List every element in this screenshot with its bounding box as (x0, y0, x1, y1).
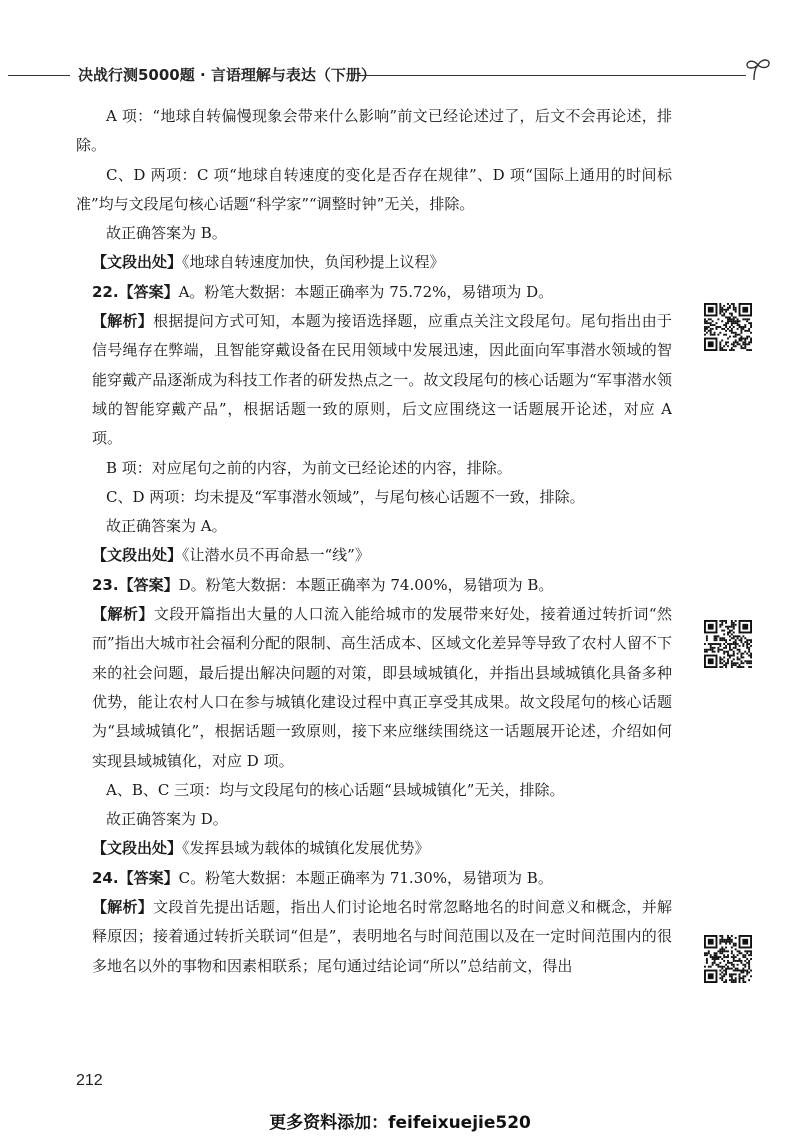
section-label: 【答案】 (118, 868, 179, 887)
labeled-paragraph (76, 307, 672, 453)
body-paragraph (76, 805, 672, 834)
book-title: 决战行测5000题 · 言语理解与表达（下册） (78, 66, 376, 84)
page-number: 212 (76, 1072, 103, 1089)
body-paragraph (76, 102, 672, 161)
paragraph-text: 故正确答案为 D。 (106, 810, 228, 829)
section-label: 【文段出处】 (92, 253, 183, 272)
paragraph-text: C、D 两项：C 项“地球自转速度的变化是否存在规律”、D 项“国际上通用的时间标准”均与文段尾句核心话题“科学家”“调整时钟”无关，排除。 (76, 165, 672, 213)
paragraph-text: 故正确答案为 A。 (106, 517, 227, 536)
paragraph-text: C、D 两项：均未提及“军事潜水领域”，与尾句核心话题不一致，排除。 (106, 487, 585, 506)
answer-line (76, 571, 672, 600)
labeled-paragraph (76, 248, 672, 277)
section-label: 【答案】 (118, 575, 179, 594)
paragraph-text: 故正确答案为 B。 (106, 224, 227, 243)
question-number: 23. (92, 575, 119, 594)
paragraph-text: 根据提问方式可知，本题为接语选择题，应重点关注文段尾句。尾句指出由于信号绳存在弊端，且智能穿戴设备在民用领域中发展迅速，因此面向军事潜水领域的智能穿戴产品逐渐成为科技工作者的研发热点之一。故文段尾句的核心话题为“军事潜水领域的智能穿戴产品”，根据话题一致的原则，后文应围绕这一话题展开论述，对应 A 项。 (92, 312, 672, 448)
sprout-icon (744, 56, 772, 82)
footer-watermark-text: 更多资料添加：feifeixuejie520 (269, 1113, 531, 1133)
body-paragraph (76, 161, 672, 220)
qr-code-icon[interactable] (704, 303, 752, 351)
paragraph-text: B 项：对应尾句之前的内容，为前文已经论述的内容，排除。 (106, 458, 512, 477)
question-number: 24. (92, 868, 119, 887)
qr-code-icon[interactable] (704, 935, 752, 983)
labeled-paragraph (76, 541, 672, 570)
header-rule-right (358, 75, 746, 76)
section-label: 【答案】 (118, 282, 179, 301)
paragraph-text: A。粉笔大数据：本题正确率为 75.72%，易错项为 D。 (178, 282, 554, 301)
body-paragraph (76, 776, 672, 805)
body-paragraph (76, 483, 672, 512)
paragraph-text: 《发挥县域为载体的城镇化发展优势》 (182, 839, 430, 858)
paragraph-text: A 项：“地球自转偏慢现象会带来什么影响”前文已经论述过了，后文不会再论述，排除。 (76, 107, 672, 155)
question-number: 22. (92, 282, 119, 301)
answer-line (76, 864, 672, 893)
paragraph-text: C。粉笔大数据：本题正确率为 71.30%，易错项为 B。 (178, 868, 553, 887)
body-paragraph (76, 219, 672, 248)
body-paragraph (76, 454, 672, 483)
page-body (76, 102, 672, 981)
paragraph-text: A、B、C 三项：均与文段尾句的核心话题“县域城镇化”无关，排除。 (106, 780, 565, 799)
labeled-paragraph (76, 600, 672, 776)
section-label: 【解析】 (92, 312, 154, 331)
paragraph-text: D。粉笔大数据：本题正确率为 74.00%，易错项为 B。 (178, 575, 554, 594)
section-label: 【文段出处】 (92, 839, 183, 858)
paragraph-text: 《让潜水员不再命悬一“线”》 (182, 546, 370, 565)
paragraph-text: 文段首先提出话题，指出人们讨论地名时常忽略地名的时间意义和概念，并解释原因；接着通过转折关联词“但是”，表明地名与时间范围以及在一定时间范围内的很多地名以外的事物和因素相联系；尾句通过结论词“所以”总结前文，得出 (92, 898, 672, 975)
section-label: 【文段出处】 (92, 546, 183, 565)
section-label: 【解析】 (92, 605, 154, 624)
section-label: 【解析】 (92, 898, 154, 917)
running-header (0, 56, 800, 92)
labeled-paragraph (76, 834, 672, 863)
answer-line (76, 278, 672, 307)
header-rule-left (8, 75, 70, 76)
paragraph-text: 《地球自转速度加快，负闰秒提上议程》 (182, 253, 445, 272)
labeled-paragraph (76, 893, 672, 981)
body-paragraph (76, 512, 672, 541)
qr-code-icon[interactable] (704, 620, 752, 668)
paragraph-text: 文段开篇指出大量的人口流入能给城市的发展带来好处，接着通过转折词“然而”指出大城市社会福利分配的限制、高生活成本、区域文化差异等导致了农村人留不下来的社会问题，最后提出解决问题的对策，即县域城镇化，并指出县域城镇化具备多种优势，能让农村人口在参与城镇化建设过程中真正享受其成果。故文段尾句的核心话题为“县域城镇化”，根据话题一致原则，接下来应继续围绕这一话题展开论述，介绍如何实现县域城镇化，对应 D 项。 (92, 605, 672, 770)
